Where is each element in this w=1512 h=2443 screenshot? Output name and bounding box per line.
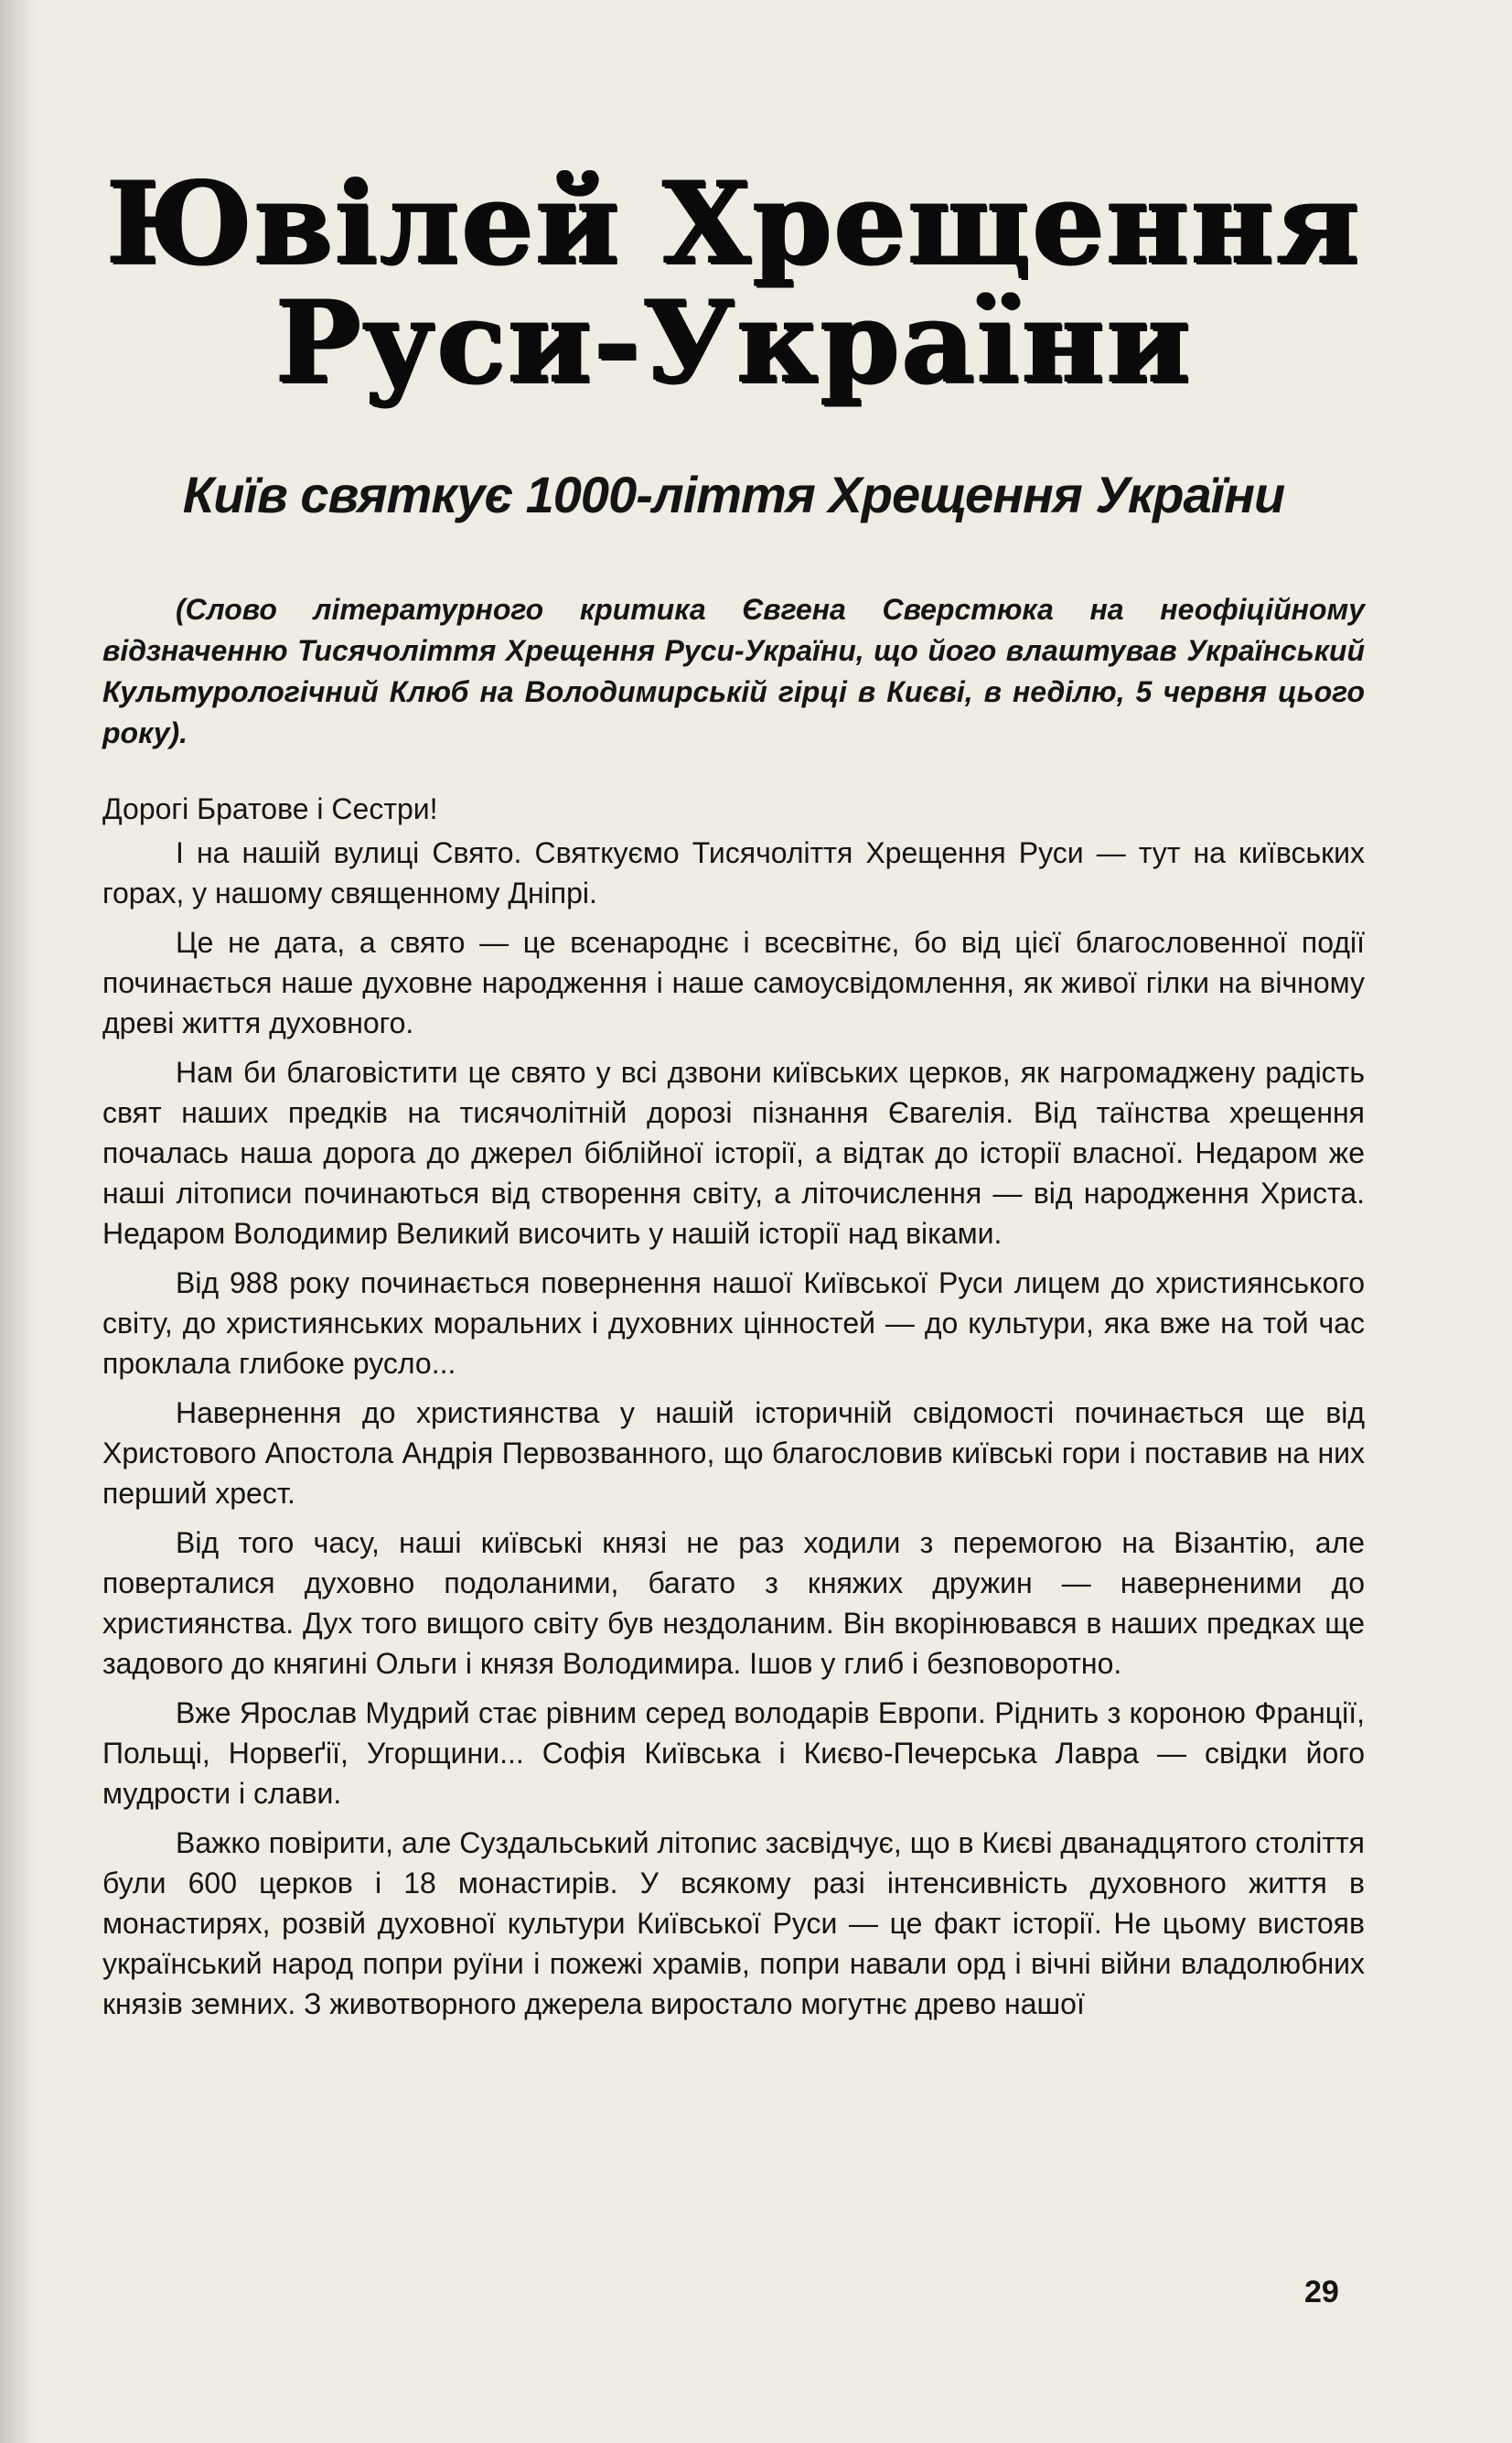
page-binding-shadow <box>0 0 37 2443</box>
article-subtitle: Київ святкує 1000-ліття Хрещення України <box>182 466 1285 524</box>
title-line-1: Ювілей Хрещення <box>105 157 1362 290</box>
body-paragraph: Вже Ярослав Мудрий стає рівним серед володарів Европи. Ріднить з короною Франції, Польщі, Норвеґії, Угорщини... Софія Київська і Києво-Печерська Лавра — свідки його мудрости і слави. <box>102 1695 1365 1810</box>
body-paragraph: Від того часу, наші київські князі не раз ходили з перемогою на Візантію, але поверталися духовно подоланими, багато з княжих дружин — наверненими до християнства. Дух того вищого світу був нездоланим. Він вкорінювався в наших предках ще задового до княгині Ольги і князя Володимира. Ішов у глиб і безповоротно. <box>102 1525 1365 1680</box>
body-paragraph: Навернення до християнства у нашій історичній свідомості починається ще від Христового Апостола Андрія Первозванного, що благословив київські гори і поставив на них перший хрест. <box>102 1395 1365 1510</box>
body-paragraph: Від 988 року починається повернення нашої Київської Руси лицем до християнського світу, до християнських моральних і духовних цінностей — до культури, яка вже на той час проклала глибоке русло... <box>102 1265 1365 1380</box>
body-paragraph: І на нашій вулиці Свято. Святкуємо Тисячоліття Хрещення Руси — тут на київських горах, у нашому священному Дніпрі. <box>102 835 1365 909</box>
body-paragraph: Нам би благовістити це свято у всі дзвони київських церков, як нагромаджену радість свят наших предків на тисячолітній дорозі пізнання Євагелія. Від таїнства хрещення почалась наша дорога до джерел біблійної історії, а відтак до історії власної. Недаром же наші літописи починаються від створення світу, а літочислення — від народження Христа. Недаром Володимир Великий височить у нашій історії над віками. <box>102 1055 1365 1250</box>
article-title <box>102 157 1365 410</box>
article-body <box>102 789 1365 2024</box>
article-intro: (Слово літературного критика Євгена Сверстюка на неофіційному відзначенню Тисячоліття Хрещення Руси-України, що його влаштував Український Культурологічний Клюб на Володимирській гірці в Києві, в неділю, 5 червня цього року). <box>102 592 1365 749</box>
greeting-paragraph: Дорогі Братове і Сестри! <box>102 791 438 825</box>
body-paragraph: Це не дата, а свято — це всенароднє і всесвітнє, бо від цієї благословенної події починається наше духовне народження і наше самоусвідомлення, як живої гілки на вічному древі життя духовного. <box>102 925 1365 1039</box>
body-paragraph: Важко повірити, але Суздальський літопис засвідчує, що в Києві дванадцятого століття були 600 церков і 18 монастирів. У всякому разі інтенсивність духовного життя в монастирях, розвій духовної культури Київської Руси — це факт історії. Не цьому вистояв український народ попри руїни і пожежі храмів, попри навали орд і вічні війни владолюбних князів земних. З животворного джерела виростало могутнє древо нашої <box>102 1825 1365 2020</box>
title-line-2: Руси-України <box>274 276 1193 410</box>
article <box>102 157 1365 2033</box>
page-number: 29 <box>1304 2275 1339 2309</box>
